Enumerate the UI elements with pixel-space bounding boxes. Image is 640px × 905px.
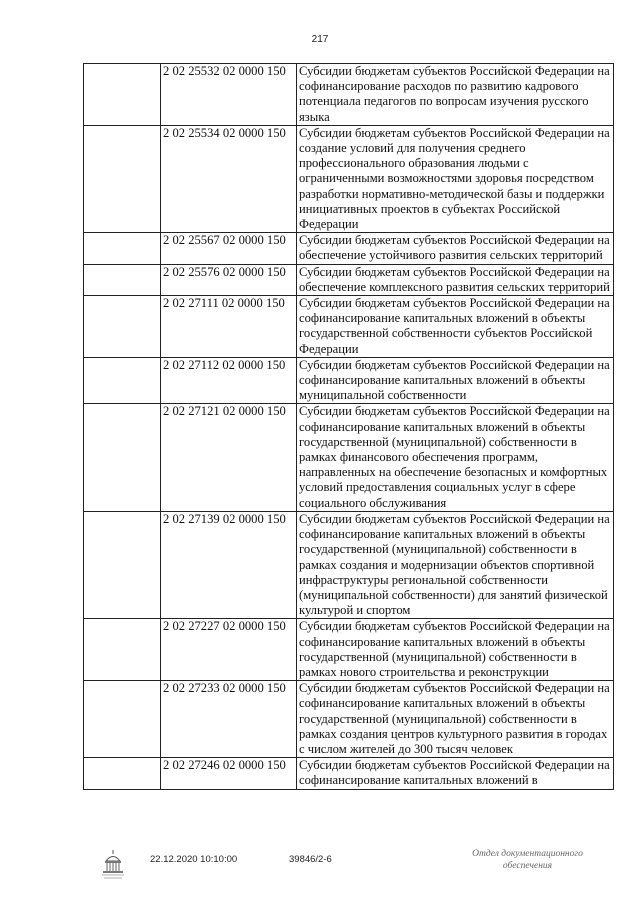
- empty-cell: [84, 404, 161, 511]
- page-footer: [0, 848, 640, 888]
- table-row: [84, 758, 614, 789]
- budget-code-cell: 2 02 25576 02 0000 150: [161, 264, 297, 295]
- budget-code-cell: 2 02 25534 02 0000 150: [161, 125, 297, 232]
- budget-codes-table: [83, 63, 614, 790]
- budget-code-cell: 2 02 25532 02 0000 150: [161, 64, 297, 126]
- description-cell: Субсидии бюджетам субъектов Российской Федерации на софинансирование капитальных вложений в объекты государственной собственности субъектов Российской Федерации: [297, 296, 614, 358]
- page-number: 217: [311, 34, 329, 45]
- empty-cell: [84, 125, 161, 232]
- description-cell: Субсидии бюджетам субъектов Российской Федерации на софинансирование капитальных вложений в объекты государственной (муниципальной) собственности в рамках нового строительства и реконструкции: [297, 619, 614, 681]
- footer-datetime: 22.12.2020 10:10:00: [150, 854, 238, 865]
- table-row: [84, 264, 614, 295]
- footer-document-id: 39846/2-6: [289, 854, 332, 865]
- budget-code-cell: 2 02 27121 02 0000 150: [161, 404, 297, 511]
- empty-cell: [84, 264, 161, 295]
- budget-code-cell: 2 02 27227 02 0000 150: [161, 619, 297, 681]
- budget-code-cell: 2 02 27233 02 0000 150: [161, 681, 297, 758]
- description-cell: Субсидии бюджетам субъектов Российской Федерации на обеспечение комплексного развития сельских территорий: [297, 264, 614, 295]
- budget-code-cell: 2 02 27112 02 0000 150: [161, 357, 297, 404]
- table-row: [84, 64, 614, 126]
- dept-line-1: Отдел документационного: [472, 849, 583, 859]
- empty-cell: [84, 681, 161, 758]
- empty-cell: [84, 511, 161, 618]
- empty-cell: [84, 357, 161, 404]
- table-row: [84, 125, 614, 232]
- budget-code-cell: 2 02 27111 02 0000 150: [161, 296, 297, 358]
- empty-cell: [84, 64, 161, 126]
- budget-code-cell: 2 02 27139 02 0000 150: [161, 511, 297, 618]
- description-cell: Субсидии бюджетам субъектов Российской Федерации на софинансирование капитальных вложений в объекты муниципальной собственности: [297, 357, 614, 404]
- empty-cell: [84, 233, 161, 264]
- table-row: [84, 681, 614, 758]
- empty-cell: [84, 619, 161, 681]
- table-row: [84, 233, 614, 264]
- budget-code-cell: 2 02 25567 02 0000 150: [161, 233, 297, 264]
- footer-department-stamp: [440, 848, 615, 872]
- description-cell: Субсидии бюджетам субъектов Российской Федерации на софинансирование капитальных вложений в объекты государственной (муниципальной) собственности в рамках создания центров культурного развития в городах с числом жителей до 300 тысяч человек: [297, 681, 614, 758]
- table-row: [84, 619, 614, 681]
- table-row: [84, 404, 614, 511]
- description-cell: Субсидии бюджетам субъектов Российской Федерации на софинансирование капитальных вложений в объекты государственной (муниципальной) собственности в рамках создания и модернизации объектов спортивной инфраструктуры региональной собственности (муниципальной собственности) для занятий физической культурой и спортом: [297, 511, 614, 618]
- budget-code-cell: 2 02 27246 02 0000 150: [161, 758, 297, 789]
- dept-line-2: обеспечения: [502, 861, 553, 871]
- empty-cell: [84, 296, 161, 358]
- description-cell: Субсидии бюджетам субъектов Российской Федерации на создание условий для получения среднего профессионального образования людьми с ограниченными возможностями здоровья посредством разработки нормативно-методической базы и поддержки инициативных проектов в субъектах Российской Федерации: [297, 125, 614, 232]
- description-cell: Субсидии бюджетам субъектов Российской Федерации на софинансирование капитальных вложений в объекты государственной (муниципальной) собственности в рамках финансового обеспечения программ, направленных на обеспечение безопасных и комфортных условий предоставления социальных услуг в сфере социального обслуживания: [297, 404, 614, 511]
- description-cell: Субсидии бюджетам субъектов Российской Федерации на софинансирование капитальных вложений в: [297, 758, 614, 789]
- parliament-building-icon: [100, 848, 126, 882]
- table-row: [84, 357, 614, 404]
- description-cell: Субсидии бюджетам субъектов Российской Федерации на обеспечение устойчивого развития сельских территорий: [297, 233, 614, 264]
- table-row: [84, 511, 614, 618]
- table-body: [84, 64, 614, 790]
- empty-cell: [84, 758, 161, 789]
- description-cell: Субсидии бюджетам субъектов Российской Федерации на софинансирование расходов по развитию кадрового потенциала педагогов по вопросам изучения русского языка: [297, 64, 614, 126]
- table-row: [84, 296, 614, 358]
